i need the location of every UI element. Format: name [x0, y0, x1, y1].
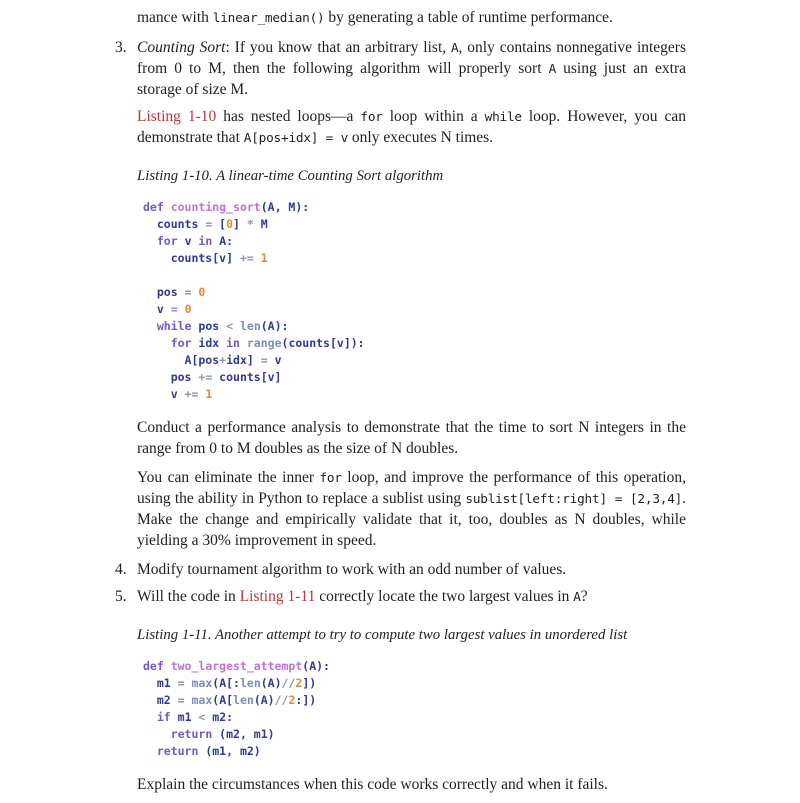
- text-run: . Make the change and empirically validate that it, too, doubles as N doubles, while yielding a 30% improvement in speed.: [137, 490, 686, 549]
- list-item: [115, 37, 687, 100]
- code-line: [143, 267, 686, 284]
- code-token-kw: def: [143, 200, 171, 214]
- code-token-id: idx: [198, 336, 227, 350]
- code-token-op: //: [281, 676, 296, 690]
- code-token-id: [143, 234, 157, 248]
- text-run: Explain the circumstances when this code works correctly and when it fails.: [137, 776, 608, 793]
- code-token-bi: max: [191, 676, 213, 690]
- text-run: by generating a table of runtime performance.: [324, 9, 613, 26]
- text-run: , only contains nonnegative integers from 0 to M, then the following algorithm will properly sort: [137, 39, 687, 77]
- inline-code: for: [319, 470, 342, 485]
- code-token-fn: counting_sort: [170, 200, 261, 214]
- code-token-id: counts: [143, 217, 206, 231]
- text-run: Modify tournament algorithm to work with an odd number of values.: [137, 561, 567, 578]
- inline-code: A: [573, 589, 581, 604]
- code-token-id: pos: [143, 285, 185, 299]
- code-line: [143, 386, 686, 403]
- list-item-text: [137, 559, 686, 580]
- list-item-number: 3.: [115, 39, 127, 56]
- code-token-num: 2: [295, 676, 303, 690]
- text-run: has nested loops—a: [216, 108, 361, 125]
- code-token-id: ]: [233, 217, 247, 231]
- code-token-id: v: [274, 353, 282, 367]
- text-run: Listing 1-11. Another attempt to try to compute two largest values in unordered list: [137, 627, 628, 643]
- list-item: [115, 559, 686, 580]
- list-item: [115, 586, 686, 607]
- code-token-id: (m1, m2): [205, 744, 261, 758]
- code-token-id: m1: [177, 710, 199, 724]
- code-token-bi: len: [233, 693, 254, 707]
- code-token-bi: len: [239, 676, 261, 690]
- code-token-op: =: [205, 217, 220, 231]
- code-line: [143, 284, 686, 301]
- code-token-id: (A):: [302, 659, 330, 673]
- code-token-id: A[pos: [143, 353, 220, 367]
- inline-code: A: [451, 40, 459, 55]
- code-line: [143, 743, 686, 760]
- inline-code: A: [548, 61, 557, 76]
- code-token-id: :]): [295, 693, 317, 707]
- code-token-id: (counts[v]):: [281, 336, 365, 350]
- content-column: [115, 7, 687, 803]
- text-run: Conduct a performance analysis to demonstrate that the time to sort N integers in the range from 0 to M doubles as the size of N doubles.: [137, 419, 686, 457]
- code-token-op: <: [226, 319, 240, 333]
- paragraph: [137, 106, 686, 148]
- code-token-num: 0: [184, 302, 192, 316]
- list-item-text: [137, 37, 686, 100]
- code-token-bi: len: [239, 319, 261, 333]
- code-token-id: [143, 744, 157, 758]
- code-listing: [143, 658, 686, 760]
- code-line: [143, 709, 686, 726]
- code-token-id: ]): [302, 676, 317, 690]
- code-line: [143, 675, 686, 692]
- text-run: mance with: [137, 9, 213, 26]
- code-token-num: 2: [288, 693, 296, 707]
- inline-code: A[pos+idx] = v: [243, 130, 349, 145]
- code-token-fn: two_largest_attempt: [170, 659, 303, 673]
- code-line: [143, 335, 686, 352]
- list-item-number: 4.: [115, 561, 127, 578]
- code-line: [143, 318, 686, 335]
- code-listing: [143, 199, 686, 403]
- code-token-id: m1: [143, 676, 178, 690]
- code-token-id: [: [219, 217, 227, 231]
- code-token-op: *: [246, 217, 261, 231]
- code-token-id: [143, 727, 171, 741]
- code-token-id: pos: [143, 370, 199, 384]
- listing-link[interactable]: Listing 1-10: [137, 108, 217, 125]
- code-token-num: 0: [198, 285, 206, 299]
- code-token-id: M: [260, 217, 268, 231]
- text-run: only executes N times.: [348, 129, 494, 146]
- listing-caption: [137, 166, 686, 187]
- code-line: [143, 250, 686, 267]
- text-run: loop. However, you can demonstrate that: [137, 108, 686, 146]
- code-token-id: v: [184, 234, 199, 248]
- code-token-kw: in: [226, 336, 247, 350]
- code-line: [143, 369, 686, 386]
- code-token-id: pos: [198, 319, 227, 333]
- code-token-op: <: [198, 710, 213, 724]
- code-token-kw: for: [156, 234, 185, 248]
- code-token-kw: for: [170, 336, 199, 350]
- code-token-id: A:: [219, 234, 234, 248]
- code-token-id: v: [143, 302, 171, 316]
- code-token-num: 1: [205, 387, 213, 401]
- code-token-id: (m2, m1): [219, 727, 275, 741]
- code-token-op: +=: [198, 370, 220, 384]
- code-token-id: (A[:: [212, 676, 240, 690]
- text-run: loop, and improve the performance of this operation, using the ability in Python to replace a sublist using: [137, 469, 686, 507]
- code-token-id: m2: [143, 693, 178, 707]
- code-token-op: =: [260, 353, 275, 367]
- code-token-kw: def: [143, 659, 171, 673]
- code-token-id: (A): [260, 676, 282, 690]
- code-line: [143, 658, 686, 675]
- text-run: Listing 1-10. A linear-time Counting Sort algorithm: [137, 168, 444, 184]
- code-line: [143, 216, 686, 233]
- code-token-num: 1: [260, 251, 268, 265]
- code-line: [143, 726, 686, 743]
- code-token-id: counts[v]: [143, 251, 240, 265]
- code-token-id: [143, 710, 157, 724]
- paragraph: [137, 467, 686, 551]
- code-token-op: =: [170, 302, 185, 316]
- code-token-id: [143, 319, 157, 333]
- listing-caption: [137, 625, 686, 646]
- text-run: using just an extra storage of size M.: [137, 60, 686, 98]
- code-token-bi: max: [191, 693, 213, 707]
- code-token-num: 0: [226, 217, 234, 231]
- code-line: [143, 301, 686, 318]
- code-token-op: +: [219, 353, 227, 367]
- code-token-kw: in: [198, 234, 220, 248]
- text-run: correctly locate the two largest values in: [315, 588, 574, 605]
- paragraph: [137, 774, 686, 795]
- code-token-id: (A[: [212, 693, 234, 707]
- code-token-id: (A, M):: [260, 200, 310, 214]
- inline-code: for: [360, 109, 383, 124]
- code-token-kw: return: [170, 727, 220, 741]
- code-token-op: +=: [184, 387, 206, 401]
- code-token-op: =: [177, 693, 192, 707]
- inline-code: linear_median(): [212, 10, 325, 25]
- code-token-op: //: [274, 693, 289, 707]
- code-token-id: idx]: [226, 353, 261, 367]
- code-token-kw: return: [156, 744, 206, 758]
- inline-code: sublist[left:right] = [2,3,4]: [465, 491, 683, 506]
- code-line: [143, 352, 686, 369]
- code-token-id: (A):: [260, 319, 289, 333]
- code-token-id: (A): [253, 693, 275, 707]
- text-run: You can eliminate the inner: [137, 469, 320, 486]
- italic-text: Counting Sort: [137, 39, 226, 56]
- text-run: Will the code in: [137, 588, 240, 605]
- code-token-op: =: [184, 285, 199, 299]
- code-line: [143, 199, 686, 216]
- code-token-id: m2:: [212, 710, 234, 724]
- listing-link[interactable]: Listing 1-11: [239, 588, 316, 605]
- code-token-op: +=: [239, 251, 261, 265]
- code-line: [143, 692, 686, 709]
- code-token-kw: while: [156, 319, 199, 333]
- list-item-text: [137, 586, 686, 607]
- code-token-id: [143, 336, 171, 350]
- code-token-id: v: [143, 387, 185, 401]
- list-item-number: 5.: [115, 588, 127, 605]
- paragraph: [137, 417, 686, 459]
- text-run: ?: [580, 588, 588, 605]
- text-run: : If you know that an arbitrary list,: [225, 39, 452, 56]
- code-token-kw: if: [156, 710, 178, 724]
- code-token-id: counts[v]: [219, 370, 282, 384]
- code-token-bi: range: [246, 336, 282, 350]
- code-line: [143, 233, 686, 250]
- text-run: loop within a: [382, 108, 485, 125]
- code-token-op: =: [177, 676, 192, 690]
- continuation-paragraph: [137, 7, 686, 28]
- inline-code: while: [484, 109, 522, 124]
